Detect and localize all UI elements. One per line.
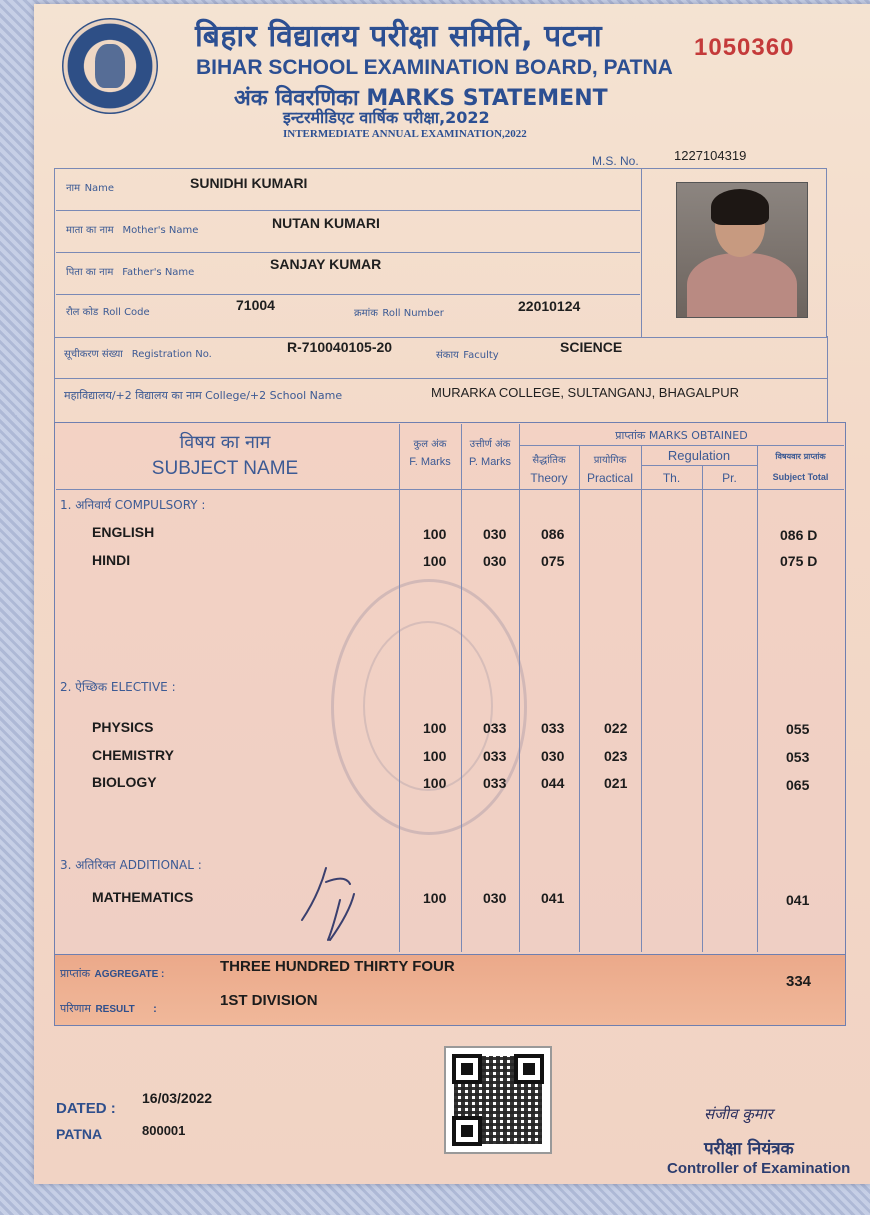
- pass-marks: 030: [483, 526, 507, 542]
- subject-total: 041: [786, 892, 810, 908]
- pass-marks: 030: [483, 553, 507, 569]
- mother-label: माता का नाम Mother's Name: [66, 225, 199, 236]
- subject-total: 053: [786, 749, 810, 765]
- theory-marks: 030: [541, 748, 565, 764]
- roll-code-label: रौल कोड Roll Code: [66, 307, 150, 318]
- theory-marks: 086: [541, 526, 565, 542]
- serial-number: 1050360: [694, 34, 795, 61]
- board-name-hindi: बिहार विद्यालय परीक्षा समिति, पटना: [195, 19, 603, 54]
- fmarks-header: F. Marks: [409, 456, 451, 468]
- ms-no-value: 1227104319: [674, 148, 747, 163]
- father-name: SANJAY KUMAR: [270, 256, 382, 272]
- full-marks: 100: [423, 890, 447, 906]
- theory-header: Theory: [530, 471, 568, 485]
- section-compulsory: 1. अनिवार्य COMPULSORY :: [60, 498, 206, 512]
- initial-signature-mark: [296, 860, 366, 944]
- registration-number: R-710040105-20: [287, 339, 393, 355]
- full-marks: 100: [423, 775, 447, 791]
- roll-code: 71004: [236, 297, 275, 313]
- name-label: नाम Name: [66, 183, 115, 194]
- subject-total: 065: [786, 777, 810, 793]
- practical-marks: 021: [604, 775, 628, 791]
- pmarks-header-hindi: उत्तीर्ण अंक: [469, 439, 511, 450]
- aggregate-total: 334: [786, 973, 812, 990]
- subject-total-header: Subject Total: [772, 472, 829, 482]
- section-additional: 3. अतिरिक्त ADDITIONAL :: [60, 858, 202, 872]
- full-marks: 100: [423, 553, 447, 569]
- aggregate-words: THREE HUNDRED THIRTY FOUR: [220, 958, 455, 975]
- practical-marks: 023: [604, 748, 628, 764]
- roll-number: 22010124: [518, 298, 581, 314]
- subject-total-header-hindi: विषयवार प्राप्तांक: [775, 452, 826, 461]
- subject-header-english: SUBJECT NAME: [151, 458, 299, 479]
- statement-title: अंक विवरणिका MARKS STATEMENT: [234, 86, 608, 111]
- controller-title-english: Controller of Examination: [667, 1160, 851, 1177]
- subject-name: CHEMISTRY: [92, 747, 174, 763]
- subject-total: 086 D: [780, 527, 818, 543]
- regulation-pr-header: Pr.: [722, 471, 737, 485]
- theory-marks: 033: [541, 720, 565, 736]
- issue-place: PATNA: [56, 1126, 103, 1142]
- registration-label: सूचीकरण संख्या Registration No.: [64, 349, 212, 360]
- full-marks: 100: [423, 720, 447, 736]
- board-emblem-icon: [62, 18, 158, 114]
- marks-obtained-header: प्राप्तांक MARKS OBTAINED: [615, 429, 748, 442]
- college-label: महाविद्यालय/+2 विद्यालय का नाम College/+2 School Name: [64, 389, 343, 402]
- pass-marks: 033: [483, 775, 507, 791]
- student-photo: [676, 182, 808, 318]
- pass-marks: 030: [483, 890, 507, 906]
- issue-pin: 800001: [142, 1123, 186, 1138]
- full-marks: 100: [423, 526, 447, 542]
- regulation-header: Regulation: [667, 448, 731, 463]
- board-name-english: BIHAR SCHOOL EXAMINATION BOARD, PATNA: [196, 56, 673, 79]
- mother-name: NUTAN KUMARI: [272, 215, 380, 231]
- subject-header-hindi: विषय का नाम: [179, 432, 271, 453]
- subject-total: 055: [786, 721, 810, 737]
- theory-marks: 044: [541, 775, 565, 791]
- father-label: पिता का नाम Father's Name: [66, 267, 195, 278]
- theory-marks: 075: [541, 553, 565, 569]
- controller-title-hindi: परीक्षा नियंत्रक: [704, 1139, 794, 1159]
- theory-header-hindi: सैद्धांतिक: [532, 455, 566, 466]
- subject-name: MATHEMATICS: [92, 889, 194, 905]
- pass-marks: 033: [483, 720, 507, 736]
- theory-marks: 041: [541, 890, 565, 906]
- faculty-label: संकाय Faculty: [436, 350, 499, 361]
- exam-name-english: INTERMEDIATE ANNUAL EXAMINATION,2022: [283, 128, 527, 140]
- subject-name: PHYSICS: [92, 719, 154, 735]
- ms-no-label: M.S. No.: [592, 154, 639, 168]
- subject-name: ENGLISH: [92, 524, 155, 540]
- faculty: SCIENCE: [560, 339, 623, 355]
- dated-label: DATED :: [56, 1100, 116, 1117]
- student-name: SUNIDHI KUMARI: [190, 175, 308, 191]
- practical-header: Practical: [586, 471, 633, 485]
- controller-signature: संजीव कुमार: [704, 1105, 773, 1123]
- roll-number-label: क्रमांक Roll Number: [354, 308, 444, 319]
- regulation-th-header: Th.: [662, 471, 681, 485]
- subject-total: 075 D: [780, 553, 818, 569]
- result-label: परिणाम RESULT :: [60, 1002, 157, 1015]
- aggregate-label: प्राप्तांक AGGREGATE :: [60, 967, 165, 980]
- subject-name: BIOLOGY: [92, 774, 157, 790]
- result-value: 1ST DIVISION: [220, 992, 318, 1009]
- practical-header-hindi: प्रायोगिक: [593, 455, 627, 466]
- qr-code: [444, 1046, 552, 1154]
- exam-name-hindi: इन्टरमीडिएट वार्षिक परीक्षा,2022: [283, 108, 490, 127]
- issue-date: 16/03/2022: [142, 1090, 213, 1106]
- pmarks-header: P. Marks: [469, 456, 511, 468]
- seal-inner-ring: [363, 621, 493, 791]
- college-name: MURARKA COLLEGE, SULTANGANJ, BHAGALPUR: [431, 385, 739, 400]
- full-marks: 100: [423, 748, 447, 764]
- fmarks-header-hindi: कुल अंक: [413, 439, 447, 450]
- practical-marks: 022: [604, 720, 628, 736]
- subject-name: HINDI: [92, 552, 131, 568]
- pass-marks: 033: [483, 748, 507, 764]
- section-elective: 2. ऐच्छिक ELECTIVE :: [60, 680, 176, 694]
